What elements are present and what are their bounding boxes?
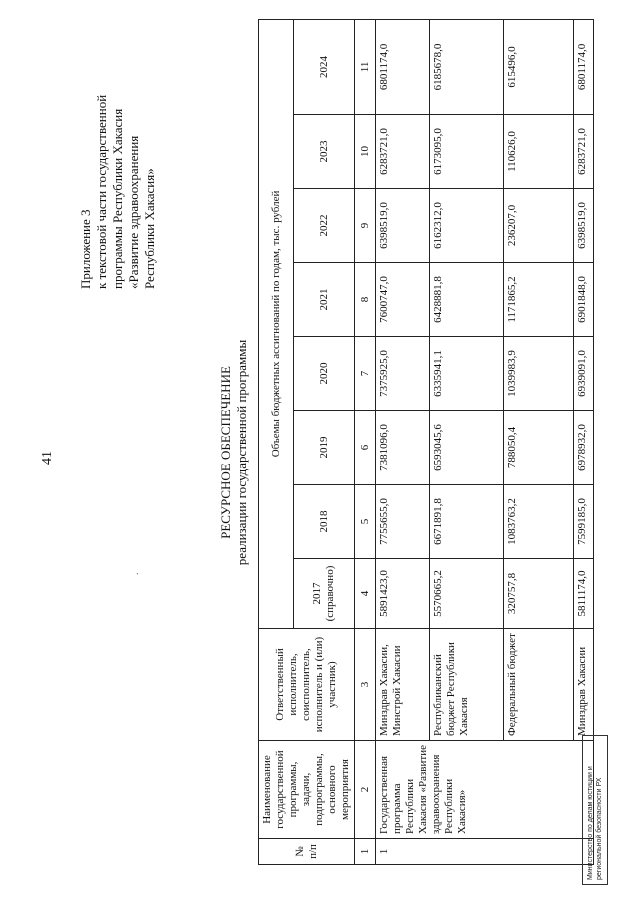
value-cell: 6901848,0 [574,263,594,337]
resource-table [258,19,594,865]
title-main: РЕСУРСНОЕ ОБЕСПЕЧЕНИЕ [218,366,233,539]
column-index: 7 [355,337,376,411]
value-cell: 6671891,8 [430,485,504,559]
value-cell: 5570665,2 [430,559,504,629]
header-year: 2017 (справочно) [294,559,355,629]
executor-cell: Минздрав Хакасии [574,629,594,741]
column-index: 6 [355,411,376,485]
column-index: 5 [355,485,376,559]
column-index: 3 [355,629,376,741]
value-cell: 6398519,0 [574,189,594,263]
value-cell: 6428881,8 [430,263,504,337]
column-index: 11 [355,19,376,114]
header-year: 2024 [294,19,355,114]
value-cell: 5891423,0 [376,559,430,629]
value-cell: 1083763,2 [504,485,574,559]
appendix-line: «Развитие здравоохранения [126,135,141,289]
appendix-line: Приложение 3 [78,209,93,289]
header-volumes: Объемы бюджетных ассигнований по годам, тыс. рублей [259,19,294,628]
program-number: 1 [376,839,594,865]
header-executor: Ответственный исполнитель, соисполнитель, исполнитель и (или) участник) [259,629,355,741]
executor-cell: Республиканский бюджет Республики Хакасия [430,629,504,741]
value-cell: 320757,8 [504,559,574,629]
appendix-note [78,95,158,289]
value-cell: 6939091,0 [574,337,594,411]
value-cell: 615496,0 [504,19,574,114]
value-cell: 1039983,9 [504,337,574,411]
value-cell: 6801174,0 [574,19,594,114]
value-cell: 6283721,0 [574,115,594,189]
header-num: № п/п [259,839,355,865]
value-cell: 6593045,6 [430,411,504,485]
value-cell: 7599185,0 [574,485,594,559]
table-row [376,19,430,864]
value-cell: 7600747,0 [376,263,430,337]
executor-cell: Федеральный бюджет [504,629,574,741]
value-cell: 6978932,0 [574,411,594,485]
title-sub: реализации государственной программы [234,339,249,566]
value-cell: 1171865,2 [504,263,574,337]
value-cell: 6283721,0 [376,115,430,189]
value-cell: 6398519,0 [376,189,430,263]
document-title [218,0,250,905]
appendix-line: Республики Хакасия» [142,168,157,289]
header-year: 2023 [294,115,355,189]
header-name: Наименование государственной программы, задачи, подпрограммы, основного мероприятия [259,741,355,839]
table-row [430,19,504,864]
column-index-row [355,19,376,864]
stray-mark: . [130,572,141,575]
header-year: 2018 [294,485,355,559]
value-cell: 6173095,0 [430,115,504,189]
value-cell: 6185678,0 [430,19,504,114]
column-index: 8 [355,263,376,337]
column-index: 4 [355,559,376,629]
program-name: Государственная программа Республики Хакасия «Развитие здравоохранения Республики Хакасия» [376,741,594,839]
value-cell: 6162312,0 [430,189,504,263]
value-cell: 236207,0 [504,189,574,263]
column-index: 2 [355,741,376,839]
value-cell: 7375925,0 [376,337,430,411]
header-row [259,19,294,864]
column-index: 1 [355,839,376,865]
value-cell: 7381096,0 [376,411,430,485]
appendix-line: к текстовой части государственной [94,94,109,289]
value-cell: 788050,4 [504,411,574,485]
table-row [504,19,574,864]
column-index: 9 [355,189,376,263]
value-cell: 5811174,0 [574,559,594,629]
page-number: 41 [40,451,55,465]
header-year: 2019 [294,411,355,485]
header-year: 2021 [294,263,355,337]
column-index: 10 [355,115,376,189]
ministry-stamp: Министерство по делам юстиции и региональной безопасности РХ [582,735,608,885]
value-cell: 6801174,0 [376,19,430,114]
value-cell: 7755655,0 [376,485,430,559]
executor-cell: Минздрав Хакасии, Минстрой Хакасии [376,629,430,741]
header-year: 2022 [294,189,355,263]
appendix-line: программы Республики Хакасия [110,108,125,289]
value-cell: 6335941,1 [430,337,504,411]
header-year: 2020 [294,337,355,411]
value-cell: 110626,0 [504,115,574,189]
